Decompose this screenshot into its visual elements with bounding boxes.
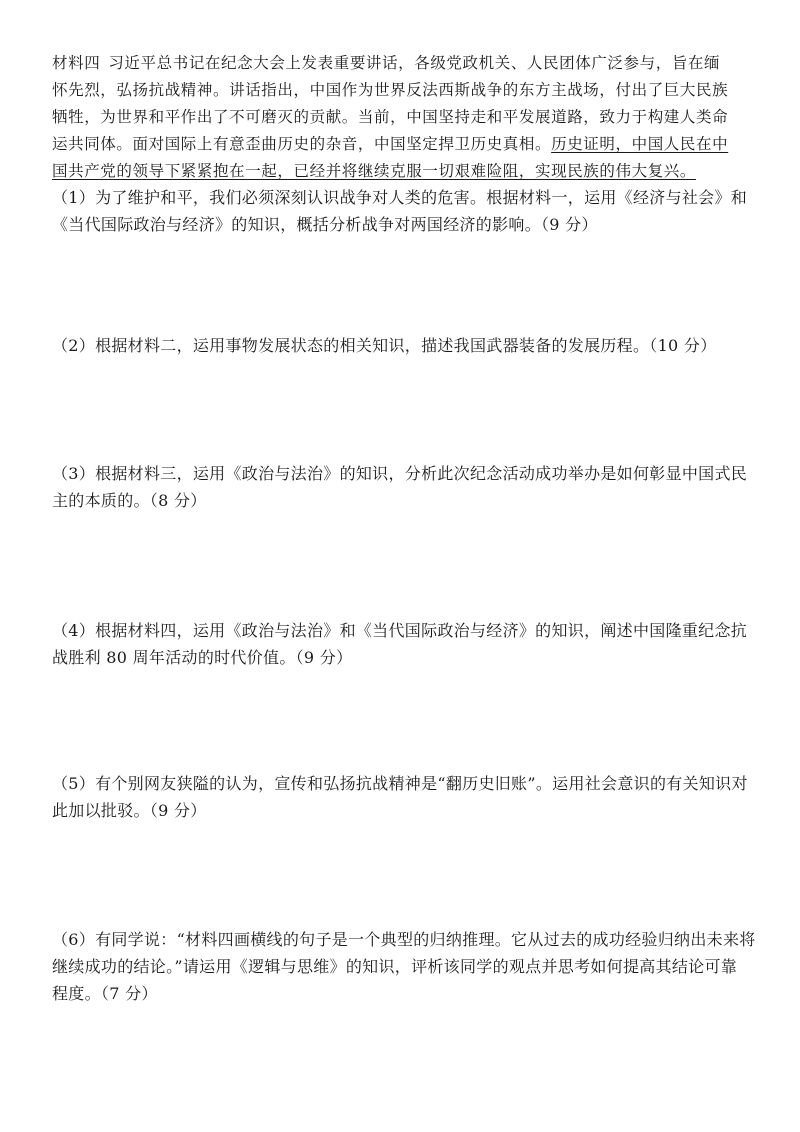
- material-four-line: 运共同体。面对国际上有意歪曲历史的杂音，中国坚定捍卫历史真相。历史证明，中国人民在中: [52, 135, 729, 153]
- material-four: [52, 50, 752, 185]
- question-line: （2）根据材料二，运用事物发展状态的相关知识，描述我国武器装备的发展历程。（10 分）: [52, 336, 717, 355]
- question-line: （6）有同学说：“材料四画横线的句子是一个典型的归纳推理。它从过去的成功经验归纳出未来将: [52, 930, 756, 949]
- question-line: 《当代国际政治与经济》的知识，概括分析战争对两国经济的影响。（9 分）: [52, 215, 598, 234]
- question-4: [52, 617, 752, 671]
- question-3: [52, 460, 752, 514]
- material-four-line: 材料四 习近平总书记在纪念大会上发表重要讲话，各级党政机关、人民团体广泛参与，旨在缅: [52, 54, 721, 72]
- question-line: 主的本质的。（8 分）: [52, 491, 207, 510]
- question-line: 程度。（7 分）: [52, 984, 158, 1003]
- question-line: （1）为了维护和平，我们必须深刻认识战争对人类的危害。根据材料一，运用《经济与社会》和: [52, 188, 748, 207]
- underlined-sentence-part1: 历史证明，中国人民在中: [551, 135, 729, 153]
- question-line: （3）根据材料三，运用《政治与法治》的知识，分析此次纪念活动成功举办是如何彰显中国式民: [52, 464, 748, 483]
- question-line: 此加以批驳。（9 分）: [52, 801, 207, 820]
- question-2: [52, 332, 752, 359]
- question-1: [52, 184, 752, 238]
- material-four-label: 材料四: [52, 54, 101, 72]
- material-four-line: 怀先烈，弘扬抗战精神。讲话指出，中国作为世界反法西斯战争的东方主战场，付出了巨大民族: [52, 81, 729, 99]
- question-5: [52, 770, 752, 824]
- material-four-line: [52, 158, 752, 185]
- question-line: （5）有个别网友狭隘的认为，宣传和弘扬抗战精神是“翻历史旧账”。运用社会意识的有关知识对: [52, 774, 748, 793]
- question-line: （4）根据材料四，运用《政治与法治》和《当代国际政治与经济》的知识，阐述中国隆重纪念抗: [52, 621, 748, 640]
- question-line: 战胜利 80 周年活动的时代价值。（9 分）: [52, 648, 353, 667]
- question-6: [52, 926, 756, 1007]
- underlined-sentence-part2: 国共产党的领导下紧紧抱在一起，已经并将继续克服一切艰难险阻，实现民族的伟大复兴。: [52, 162, 697, 180]
- material-four-line: 牺牲，为世界和平作出了不可磨灭的贡献。当前，中国坚持走和平发展道路，致力于构建人类命: [52, 108, 729, 126]
- question-line: 继续成功的结论。”请运用《逻辑与思维》的知识，评析该同学的观点并思考如何提高其结论可靠: [52, 957, 738, 976]
